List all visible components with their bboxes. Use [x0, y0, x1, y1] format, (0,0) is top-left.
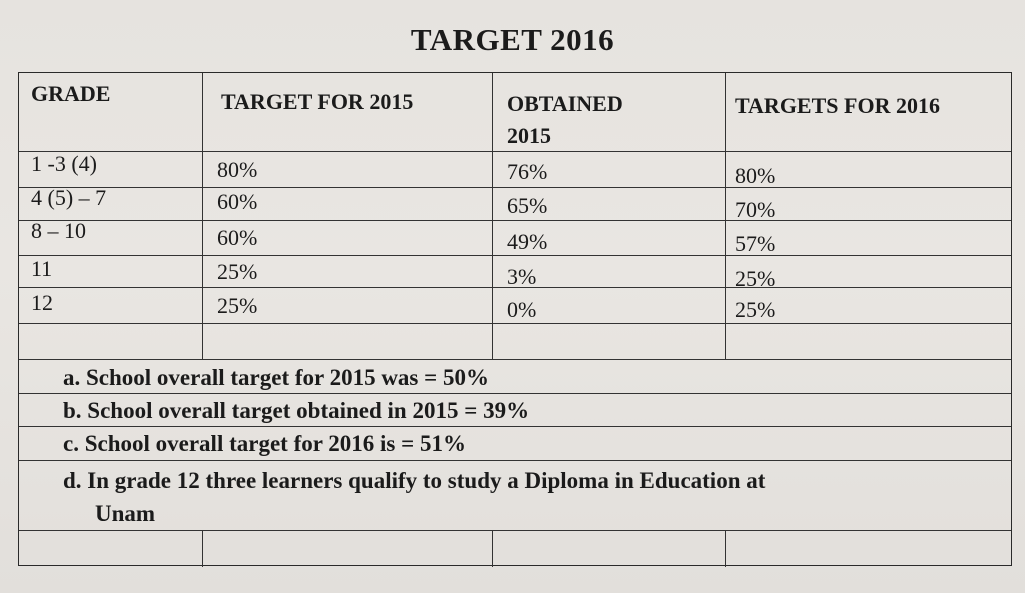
row-divider [19, 530, 1011, 531]
cell-target-2016: 25% [735, 297, 776, 322]
note-d-continuation: Unam [95, 501, 156, 526]
cell-grade: 12 [31, 290, 53, 315]
cell-obtained-2015: 76% [507, 159, 548, 184]
cell-target-2016: 70% [735, 197, 776, 222]
cell-obtained-2015: 0% [507, 297, 537, 322]
header-obtained: OBTAINED [507, 91, 623, 116]
note-a: a. School overall target for 2015 was = 50% [63, 365, 489, 390]
cell-target-2015: 25% [217, 293, 258, 318]
cell-grade: 11 [31, 256, 53, 281]
cell-grade: 1 -3 (4) [31, 151, 97, 176]
row-divider [19, 426, 1011, 427]
cell-grade: 8 – 10 [31, 218, 86, 243]
page-title: TARGET 2016 [410, 22, 615, 57]
cell-grade: 4 (5) – 7 [31, 185, 107, 210]
header-grade: GRADE [31, 81, 111, 106]
cell-target-2015: 60% [217, 225, 258, 250]
row-divider [19, 323, 1011, 324]
cell-target-2016: 57% [735, 231, 776, 256]
column-divider [492, 73, 493, 359]
header-obtained-year: 2015 [507, 123, 551, 148]
row-divider [19, 393, 1011, 394]
row-divider [19, 220, 1011, 221]
column-divider [725, 73, 726, 359]
row-divider [19, 460, 1011, 461]
targets-table [18, 72, 1012, 566]
cell-target-2016: 80% [735, 163, 776, 188]
header-targets-2016: TARGETS FOR 2016 [735, 93, 940, 118]
row-divider [19, 187, 1011, 188]
cell-target-2016: 25% [735, 266, 776, 291]
note-d: d. In grade 12 three learners qualify to study a Diploma in Education at [63, 468, 766, 493]
column-divider [492, 530, 493, 567]
cell-target-2015: 25% [217, 259, 258, 284]
note-b: b. School overall target obtained in 2015 = 39% [63, 398, 530, 423]
row-divider [19, 151, 1011, 152]
row-divider [19, 255, 1011, 256]
column-divider [202, 530, 203, 567]
row-divider [19, 359, 1011, 360]
cell-obtained-2015: 49% [507, 229, 548, 254]
cell-target-2015: 60% [217, 189, 258, 214]
header-target-2015: TARGET FOR 2015 [221, 89, 414, 114]
cell-target-2015: 80% [217, 157, 258, 182]
column-divider [202, 73, 203, 359]
cell-obtained-2015: 65% [507, 193, 548, 218]
cell-obtained-2015: 3% [507, 264, 537, 289]
note-c: c. School overall target for 2016 is = 51% [63, 431, 466, 456]
column-divider [725, 530, 726, 567]
